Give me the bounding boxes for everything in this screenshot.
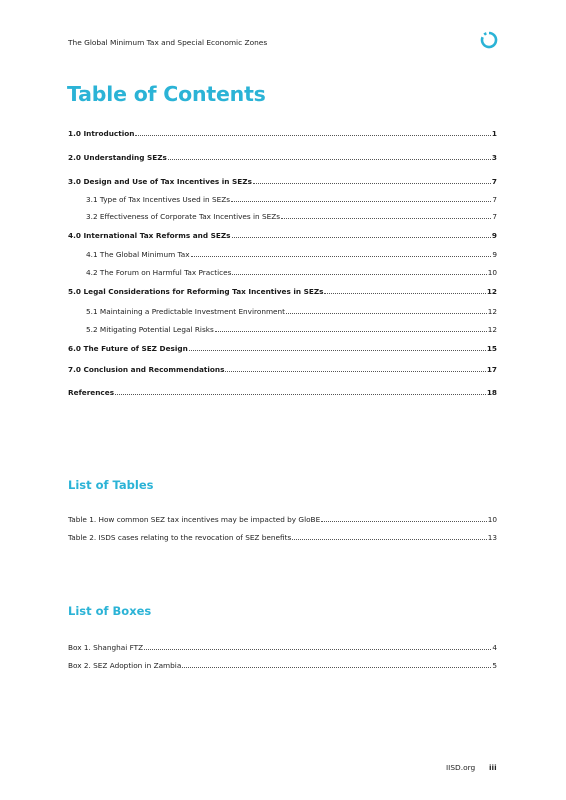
footer-page-number: iii [489, 763, 497, 772]
entry-title: 3.1 Type of Tax Incentives Used in SEZs [86, 195, 231, 204]
entry-title: 3.2 Effectiveness of Corporate Tax Incentives in SEZs [86, 212, 281, 221]
entry-title: 1.0 Introduction [68, 129, 135, 138]
toc-entry[interactable] [86, 305, 497, 316]
toc-entry[interactable] [86, 210, 497, 221]
dot-leader [324, 292, 485, 294]
dot-leader [232, 236, 491, 238]
entry-page-number: 17 [486, 365, 497, 374]
entry-page-number: 4 [492, 643, 497, 652]
dot-leader [144, 648, 491, 650]
entry-page-number: 7 [491, 177, 497, 186]
dot-leader [168, 158, 491, 160]
dot-leader [286, 312, 487, 314]
entry-title: 4.1 The Global Minimum Tax [86, 250, 190, 259]
entry-page-number: 9 [491, 231, 497, 240]
toc-entry[interactable] [68, 531, 497, 542]
entry-title: Box 2. SEZ Adoption in Zambia [68, 661, 182, 670]
dot-leader [231, 200, 491, 202]
toc-entry[interactable] [68, 386, 497, 397]
entry-page-number: 1 [491, 129, 497, 138]
dot-leader [182, 666, 491, 668]
iisd-logo-icon [479, 30, 499, 50]
toc-entry[interactable] [68, 229, 497, 240]
dot-leader [232, 273, 486, 275]
entry-title: 3.0 Design and Use of Tax Incentives in SEZs [68, 177, 252, 186]
toc-entry[interactable] [68, 641, 497, 652]
entry-page-number: 10 [487, 515, 497, 524]
entry-page-number: 12 [486, 287, 497, 296]
entry-page-number: 7 [492, 212, 497, 221]
dot-leader [253, 182, 491, 184]
entry-page-number: 15 [486, 344, 497, 353]
entry-title: Box 1. Shanghai FTZ [68, 643, 144, 652]
running-header: The Global Minimum Tax and Special Economic Zones [68, 38, 268, 47]
toc-entry[interactable] [86, 266, 497, 277]
toc-entry[interactable] [86, 193, 497, 204]
entry-page-number: 13 [487, 533, 497, 542]
entry-title: Table 2. ISDS cases relating to the revocation of SEZ benefits [68, 533, 292, 542]
toc-entry[interactable] [86, 323, 497, 334]
toc-entry[interactable] [68, 659, 497, 670]
entry-page-number: 7 [492, 195, 497, 204]
toc-entry[interactable] [68, 342, 497, 353]
entry-page-number: 3 [491, 153, 497, 162]
toc-entry[interactable] [86, 248, 497, 259]
toc-entry[interactable] [68, 285, 497, 296]
entry-page-number: 5 [492, 661, 497, 670]
dot-leader [292, 538, 486, 540]
dot-leader [189, 349, 486, 351]
entry-page-number: 10 [487, 268, 497, 277]
toc-entry[interactable] [68, 175, 497, 186]
entry-title: 5.0 Legal Considerations for Reforming Tax Incentives in SEZs [68, 287, 324, 296]
entry-title: Table 1. How common SEZ tax incentives may be impacted by GloBE [68, 515, 321, 524]
toc-entry[interactable] [68, 127, 497, 138]
toc-title: Table of Contents [67, 82, 266, 106]
entry-page-number: 18 [486, 388, 497, 397]
dot-leader [225, 370, 485, 372]
entry-title: 6.0 The Future of SEZ Design [68, 344, 188, 353]
entry-page-number: 12 [487, 325, 497, 334]
entry-page-number: 12 [487, 307, 497, 316]
entry-title: 5.2 Mitigating Potential Legal Risks [86, 325, 214, 334]
dot-leader [115, 393, 486, 395]
entry-title: 5.1 Maintaining a Predictable Investment Environment [86, 307, 286, 316]
entry-page-number: 9 [492, 250, 497, 259]
list-of-tables-title: List of Tables [68, 478, 154, 492]
entry-title: 7.0 Conclusion and Recommendations [68, 365, 225, 374]
dot-leader [191, 255, 492, 257]
toc-entry[interactable] [68, 513, 497, 524]
toc-entry[interactable] [68, 363, 497, 374]
dot-leader [321, 520, 487, 522]
entry-title: 4.0 International Tax Reforms and SEZs [68, 231, 231, 240]
dot-leader [215, 330, 487, 332]
entry-title: References [68, 388, 115, 397]
entry-title: 2.0 Understanding SEZs [68, 153, 167, 162]
toc-entry[interactable] [68, 151, 497, 162]
entry-title: 4.2 The Forum on Harmful Tax Practices [86, 268, 232, 277]
footer-site: IISD.org [446, 763, 476, 772]
dot-leader [281, 217, 491, 219]
list-of-boxes-title: List of Boxes [68, 604, 152, 618]
dot-leader [135, 134, 491, 136]
